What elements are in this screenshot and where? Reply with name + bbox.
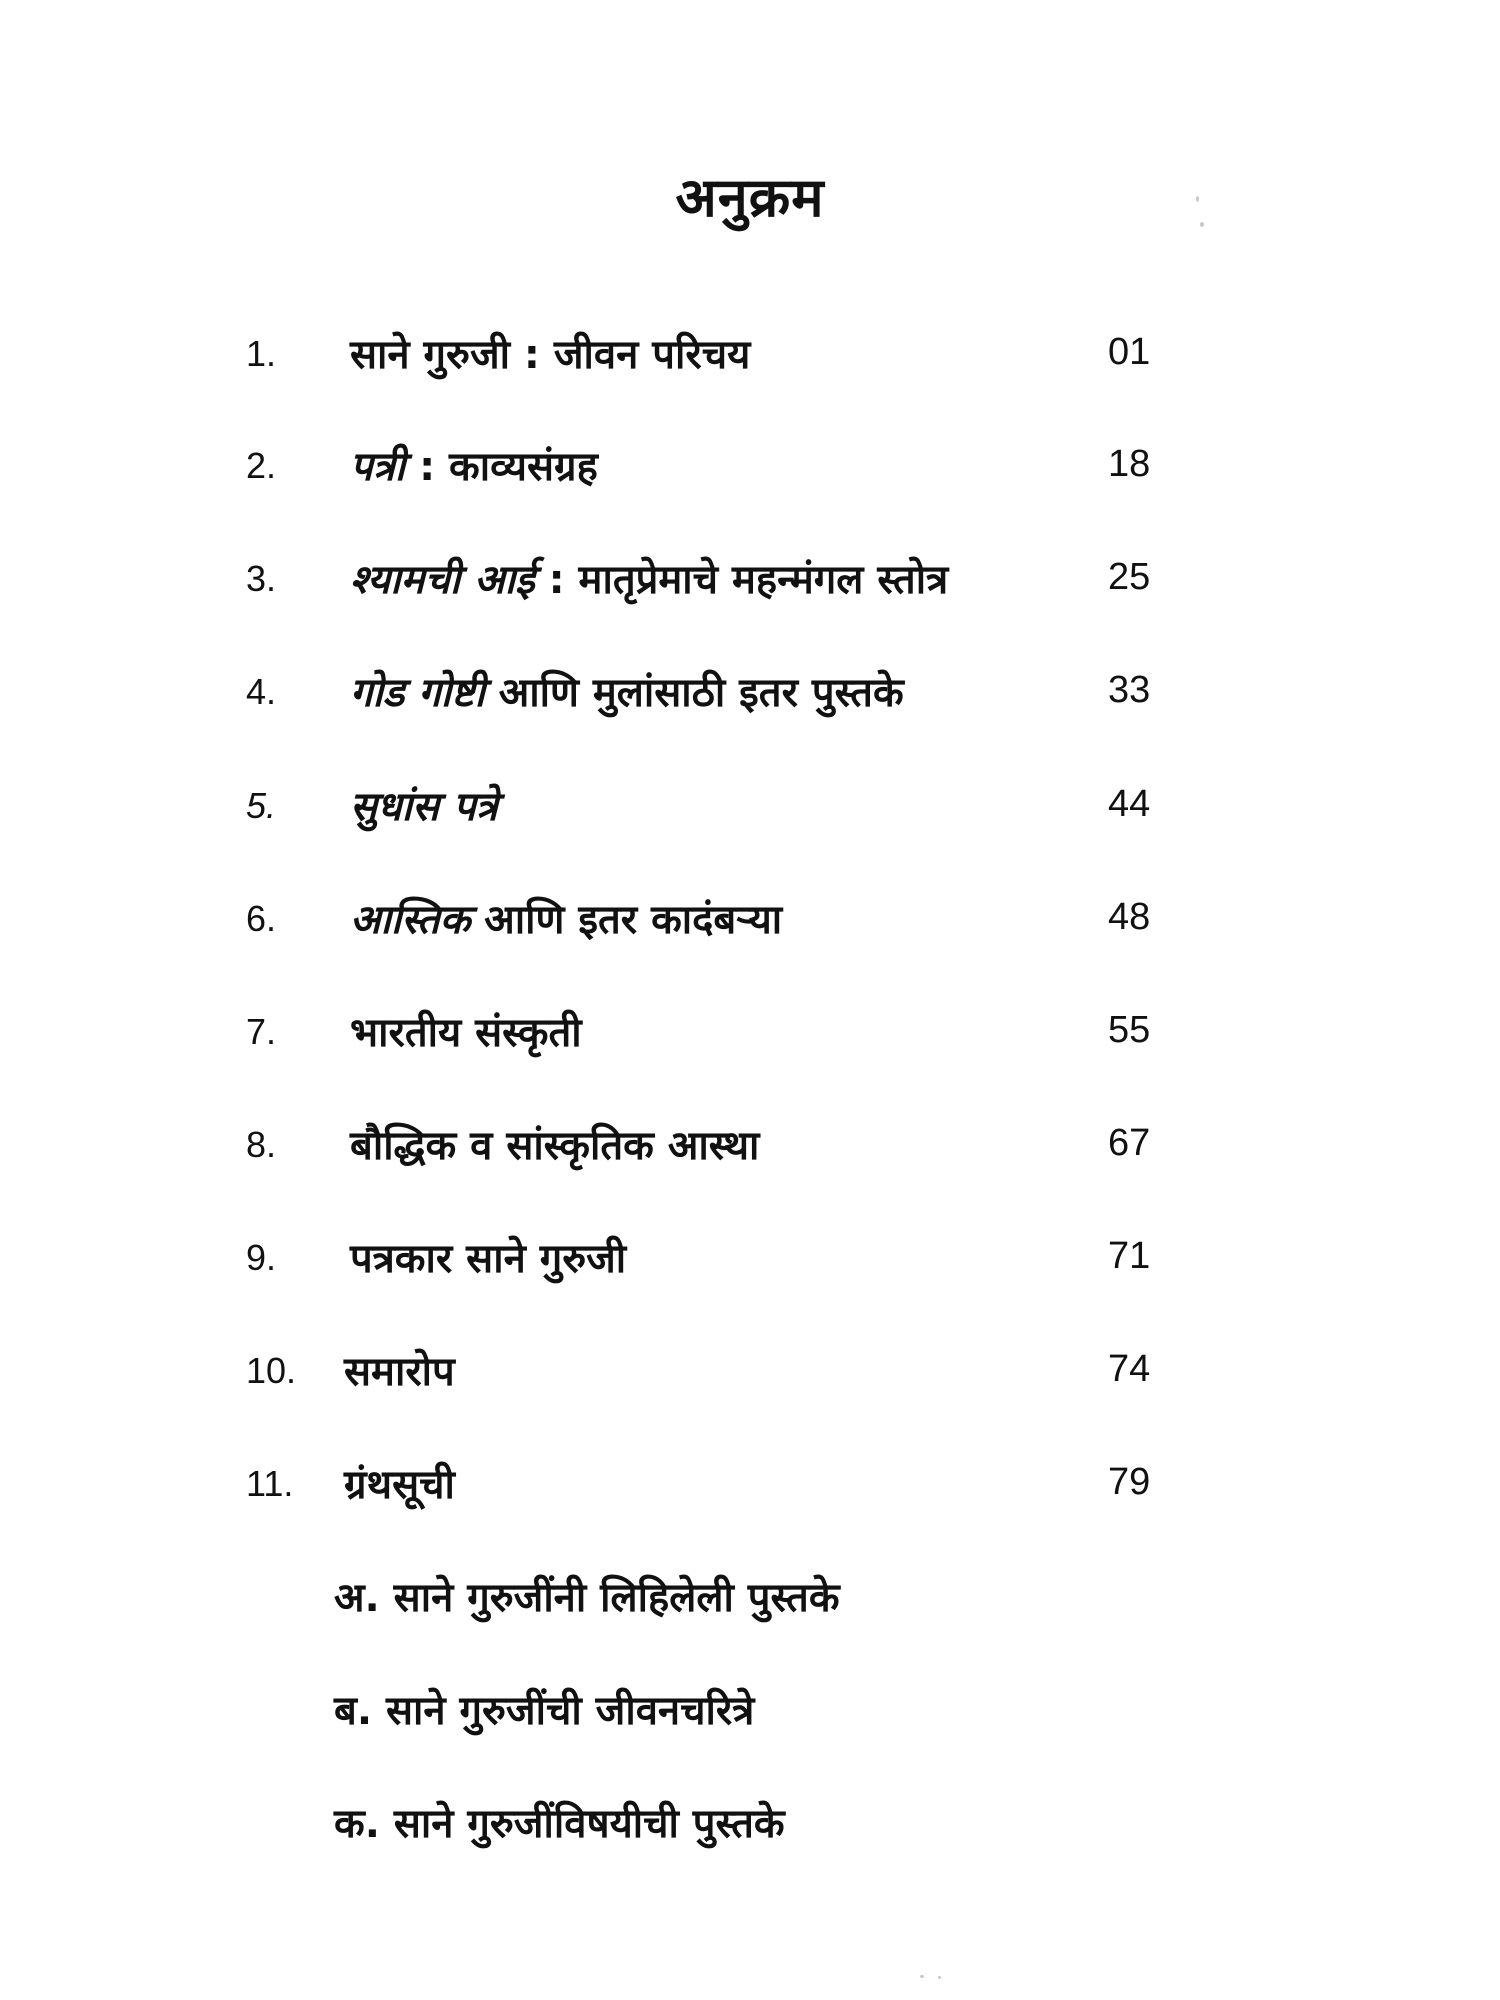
entry-title-rest: समारोप: [344, 1349, 455, 1395]
entry-title: [350, 550, 948, 605]
entry-title: [350, 325, 750, 380]
entry-page-number: 71: [1108, 1235, 1151, 1277]
entry-page-number: 18: [1108, 443, 1151, 485]
entry-title-italic: सुधांस पत्रे: [350, 784, 498, 830]
entry-title: [350, 1003, 582, 1058]
entry-page-number: 01: [1108, 331, 1151, 373]
entry-title-rest: : काव्यसंग्रह: [405, 444, 598, 490]
toc-subentry: क. साने गुरुजींविषयीची पुस्तके: [334, 1801, 785, 1847]
toc-entry: [0, 1342, 1500, 1402]
entry-page-number: 79: [1108, 1461, 1151, 1503]
entry-title-rest: भारतीय संस्कृती: [350, 1010, 582, 1056]
entry-number: 11.: [246, 1463, 294, 1504]
toc-entry: [0, 663, 1500, 723]
entry-page-number: 25: [1108, 556, 1151, 598]
page-title: अनुक्रम: [675, 166, 825, 229]
entry-title: [350, 777, 498, 832]
scan-speck: [938, 1976, 941, 1979]
toc-entry: [0, 325, 1500, 385]
toc-entry: [0, 777, 1500, 837]
entry-page-number: 48: [1108, 896, 1151, 938]
toc-entry: [0, 437, 1500, 497]
entry-number: 7.: [246, 1011, 277, 1052]
toc-entry: [0, 1229, 1500, 1289]
entry-title-rest: ग्रंथसूची: [344, 1462, 455, 1508]
entry-title-rest: पत्रकार साने गुरुजी: [350, 1236, 627, 1282]
entry-title-rest: आणि मुलांसाठी इतर पुस्तके: [484, 670, 904, 716]
entry-page-number: 44: [1108, 783, 1151, 825]
entry-title: [350, 663, 904, 718]
scan-speck: [1200, 222, 1204, 227]
entry-title-rest: साने गुरुजी : जीवन परिचय: [350, 332, 751, 378]
entry-title-rest: बौद्धिक व सांस्कृतिक आस्था: [350, 1123, 760, 1169]
entry-title-rest: आणि इतर कादंबऱ्या: [470, 897, 783, 943]
entry-title-italic: श्यामची आई: [350, 557, 535, 603]
entry-title: [350, 890, 782, 945]
entry-title-rest: : मातृप्रेमाचे महन्मंगल स्तोत्र: [534, 557, 949, 603]
entry-page-number: 67: [1108, 1122, 1151, 1164]
entry-page-number: 33: [1108, 669, 1151, 711]
entry-number: 4.: [246, 671, 277, 712]
toc-entry: [0, 1455, 1500, 1515]
entry-number: 5.: [246, 785, 277, 826]
entry-title: [344, 1455, 455, 1510]
entry-number: 8.: [246, 1124, 277, 1165]
entry-number: 1.: [246, 333, 277, 374]
entry-number: 3.: [246, 558, 277, 599]
entry-title-italic: आस्तिक: [350, 897, 471, 943]
scan-speck: [1196, 196, 1199, 202]
entry-title: [344, 1342, 455, 1397]
entry-number: 9.: [246, 1237, 277, 1278]
toc-subentry: अ. साने गुरुजींनी लिहिलेली पुस्तके: [334, 1575, 840, 1621]
toc-entry: [0, 550, 1500, 610]
entry-number: 2.: [246, 445, 277, 486]
entry-title: [350, 1116, 759, 1171]
entry-number: 6.: [246, 898, 277, 939]
entry-number: 10.: [246, 1350, 297, 1391]
scan-speck: [920, 1975, 924, 1978]
entry-title: [350, 1229, 626, 1284]
toc-entry: [0, 1003, 1500, 1063]
toc-entry: [0, 890, 1500, 950]
entry-title-italic: पत्री: [350, 444, 406, 490]
entry-page-number: 55: [1108, 1009, 1151, 1051]
entry-title: [350, 437, 598, 492]
entry-page-number: 74: [1108, 1348, 1151, 1390]
toc-subentry: ब. साने गुरुजींची जीवनचरित्रे: [334, 1688, 755, 1734]
entry-title-italic: गोड गोष्टी: [350, 670, 485, 716]
toc-entry: [0, 1116, 1500, 1176]
